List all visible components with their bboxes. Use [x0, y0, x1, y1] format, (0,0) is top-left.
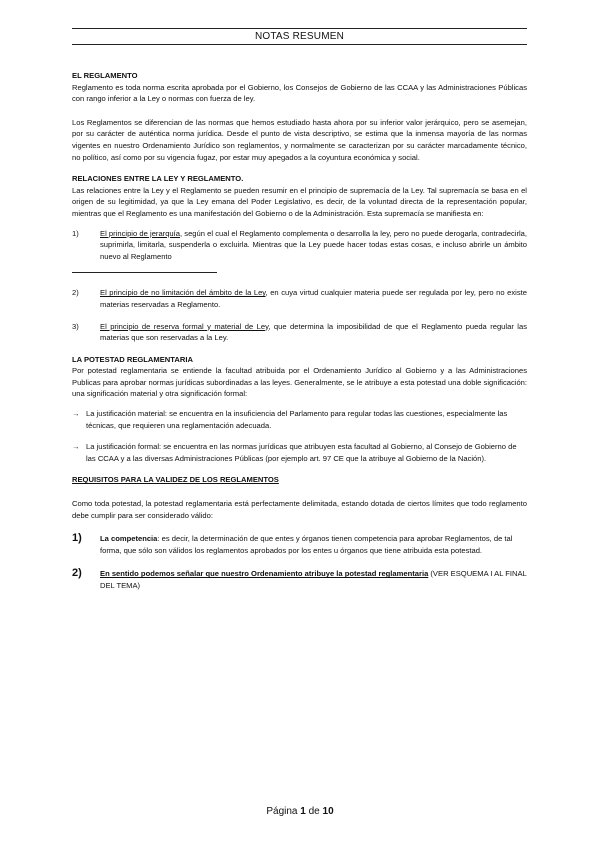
item-text: , en cuya virtud cualquier materia puede ser regulada por ley, pero no existe materias reservadas a Reglamento.	[100, 288, 527, 309]
principle-item	[72, 321, 527, 344]
paragraph: Reglamento es toda norma escrita aprobada por el Gobierno, los Consejos de Gobierno de las CCAA y las Administraciones Públicas con rango inferior a la Ley o normas con fuerza de ley.	[72, 82, 527, 104]
item-text: , según el cual el Reglamento complementa o desarrolla la ley, pero no puede derogarla, contradecirla, suprimirla, limitarla, suspenderla o excluirla. Mientras que la Ley puede hacer todas estas cosas, e incluso abrirle un ámbito nuevo al Reglamento	[100, 228, 527, 261]
footer-sep: de	[308, 806, 320, 817]
section-heading-potestad: LA POTESTAD REGLAMENTARIA	[72, 354, 193, 364]
header-rule-bottom	[72, 44, 527, 45]
requirement-item	[72, 568, 527, 591]
page-footer	[0, 806, 600, 817]
page-number: 1	[300, 806, 306, 817]
document-body	[72, 70, 527, 592]
section-heading-relaciones: RELACIONES ENTRE LA LEY Y REGLAMENTO.	[72, 174, 244, 184]
item-text: (VER ESQUEMA I AL FINAL DEL TEMA)	[100, 569, 527, 590]
paragraph: Los Reglamentos se diferencian de las normas que hemos estudiado hasta ahora por su inferior valor jerárquico, pero se asemejan, por su carácter de auténtica norma jurídica. Desde el punto de vista descriptivo, se estima que la inmensa mayoría de las normas vigentes en nuestro Ordenamiento Jurídico son reglamentos, y normalmente se caracterizan por su carácter marcadamente técnico, no político, así como por su vigencia fugaz, por estar muy apegados a la coyuntura económica y social.	[72, 117, 527, 162]
paragraph: Por potestad reglamentaria se entiende la facultad atribuida por el Ordenamiento Jurídico al Gobierno y a las Administraciones Publicas para aprobar normas jurídicas subordinadas a las leyes. Generalmente, se le atribuye a esta potestad una doble significación: una significación material y otra significación formal:	[72, 366, 527, 399]
arrow-icon: →	[72, 442, 80, 452]
footnote-separator	[72, 272, 217, 273]
item-number: 1)	[72, 228, 79, 238]
item-title: El principio de jerarquía	[100, 228, 180, 238]
item-number: 2)	[72, 288, 79, 298]
bullet-item	[72, 408, 527, 431]
item-title: La competencia	[100, 534, 158, 544]
page-header-title: NOTAS RESUMEN	[254, 31, 345, 42]
bullet-item	[72, 441, 527, 464]
item-text: , que determina la imposibilidad de que el Reglamento pueda regular las materias que son reservadas a la Ley.	[100, 321, 527, 343]
item-number: 3)	[72, 321, 79, 331]
section-heading-reglamento: EL REGLAMENTO	[72, 71, 138, 80]
requirement-item	[72, 533, 527, 556]
bullet-text: La justificación formal: se encuentra en las normas jurídicas que atribuyen esta facultad al Gobierno, al Consejo de Gobierno de las CCAA y a las diversas Administraciones Públicas (por ejemplo art. 97 CE que la atribuye al Gobierno de la Nación).	[86, 442, 517, 463]
item-title: En sentido podemos señalar que nuestro Ordenamiento atribuye la potestad reglamentaria	[100, 569, 429, 579]
item-number: 1)	[72, 532, 82, 545]
item-title: El principio de reserva formal y material de Ley	[100, 321, 269, 331]
item-number: 2)	[72, 567, 82, 580]
item-text: : es decir, la determinación de que entes y órganos tienen competencia para aprobar Reglamentos, de tal forma, que sólo son válidos los reglamentos aprobados por los entes u órganos que tiene atribuida esta potestad.	[100, 534, 513, 555]
section-heading-requisitos: REQUISITOS PARA LA VALIDEZ DE LOS REGLAMENTOS	[72, 475, 279, 485]
page-total: 10	[322, 806, 334, 817]
arrow-icon: →	[72, 409, 80, 419]
footer-prefix: Página	[266, 806, 298, 817]
paragraph: Como toda potestad, la potestad reglamentaria está perfectamente delimitada, estando dotada de ciertos límites que todo reglamento debe cumplir para ser considerado válido:	[72, 499, 527, 520]
bullet-text: La justificación material: se encuentra en la insuficiencia del Parlamento para regular todas las cuestiones, especialmente las técnicas, que requieren una reglamentación adecuada.	[86, 409, 508, 430]
paragraph: Las relaciones entre la Ley y el Reglamento se pueden resumir en el principio de supremacía de la Ley. Tal supremacía se basa en el origen de su legitimidad, ya que la Ley emana del Poder Legislativo, es decir, de la voluntad directa de la representación popular, mientras que el Reglamento es una manifestación del Gobierno o de la Administración. Esta supremacía se manifiesta en:	[72, 185, 527, 218]
principle-item	[72, 287, 527, 310]
item-title: El principio de no limitación del ámbito de la Ley	[100, 288, 266, 298]
header-rule-top	[72, 28, 527, 29]
principle-item	[72, 228, 527, 263]
